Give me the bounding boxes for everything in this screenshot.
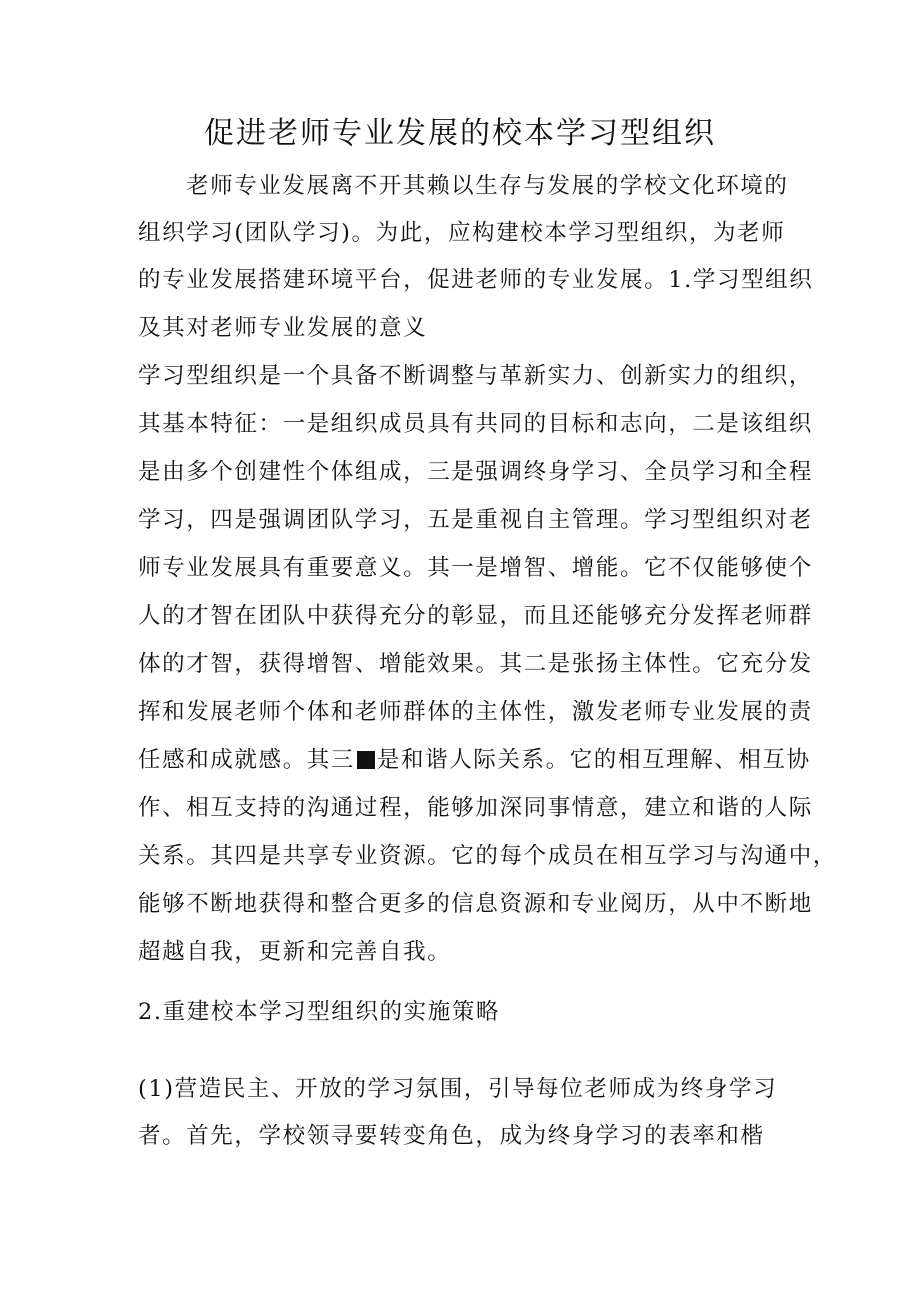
paragraph-line: 学习，四是强调团队学习，五是重视自主管理。学习型组织对老: [138, 507, 813, 533]
paragraph-line: 组织学习(团队学习)。为此，应构建校本学习型组织，为老师: [138, 220, 786, 246]
paragraph-line: 超越自我，更新和完善自我。: [138, 939, 452, 965]
paragraph-line: (1)营造民主、开放的学习氛围，引导每位老师成为终身学习: [138, 1076, 778, 1102]
black-square-mark: [357, 751, 375, 769]
paragraph-line: 学习型组织是一个具备不断调整与革新实力、创新实力的组织，: [138, 363, 813, 389]
paragraph-line: 及其对老师专业发展的意义: [138, 315, 428, 341]
paragraph-line: 关系。其四是共享专业资源。它的每个成员在相互学习与沟通中，: [138, 843, 837, 869]
paragraph-line: 作、相互支持的沟通过程，能够加深同事情意，建立和谐的人际: [138, 795, 813, 821]
document-title: 促进老师专业发展的校本学习型组织: [204, 116, 716, 151]
paragraph-line: 的专业发展搭建环境平台，促进老师的专业发展。1.学习型组织: [138, 267, 814, 293]
paragraph-line: [138, 742, 811, 778]
paragraph-line: 挥和发展老师个体和老师群体的主体性，激发老师专业发展的责: [138, 699, 813, 725]
paragraph-line: 体的才智，获得增智、增能效果。其二是张扬主体性。它充分发: [138, 651, 813, 677]
paragraph-line: 能够不断地获得和整合更多的信息资源和专业阅历，从中不断地: [138, 891, 813, 917]
paragraph-line: 其基本特征：一是组织成员具有共同的目标和志向，二是该组织: [138, 411, 813, 437]
paragraph-line: 师专业发展具有重要意义。其一是增智、增能。它不仅能够使个: [138, 555, 813, 581]
section-heading: 2.重建校本学习型组织的实施策略: [138, 999, 501, 1025]
paragraph-line: 人的才智在团队中获得充分的彰显，而且还能够充分发挥老师群: [138, 603, 813, 629]
line-segment: 是和谐人际关系。它的相互理解、相互协: [376, 747, 811, 773]
line-segment: 任感和成就感。其三: [138, 747, 355, 773]
paragraph-line: 老师专业发展离不开其赖以生存与发展的学校文化环境的: [186, 173, 789, 199]
paragraph-line: 是由多个创建性个体组成，三是强调终身学习、全员学习和全程: [138, 459, 813, 485]
paragraph-line: 者。首先，学校领寻要转变角色，成为终身学习的表率和楷: [138, 1123, 765, 1149]
